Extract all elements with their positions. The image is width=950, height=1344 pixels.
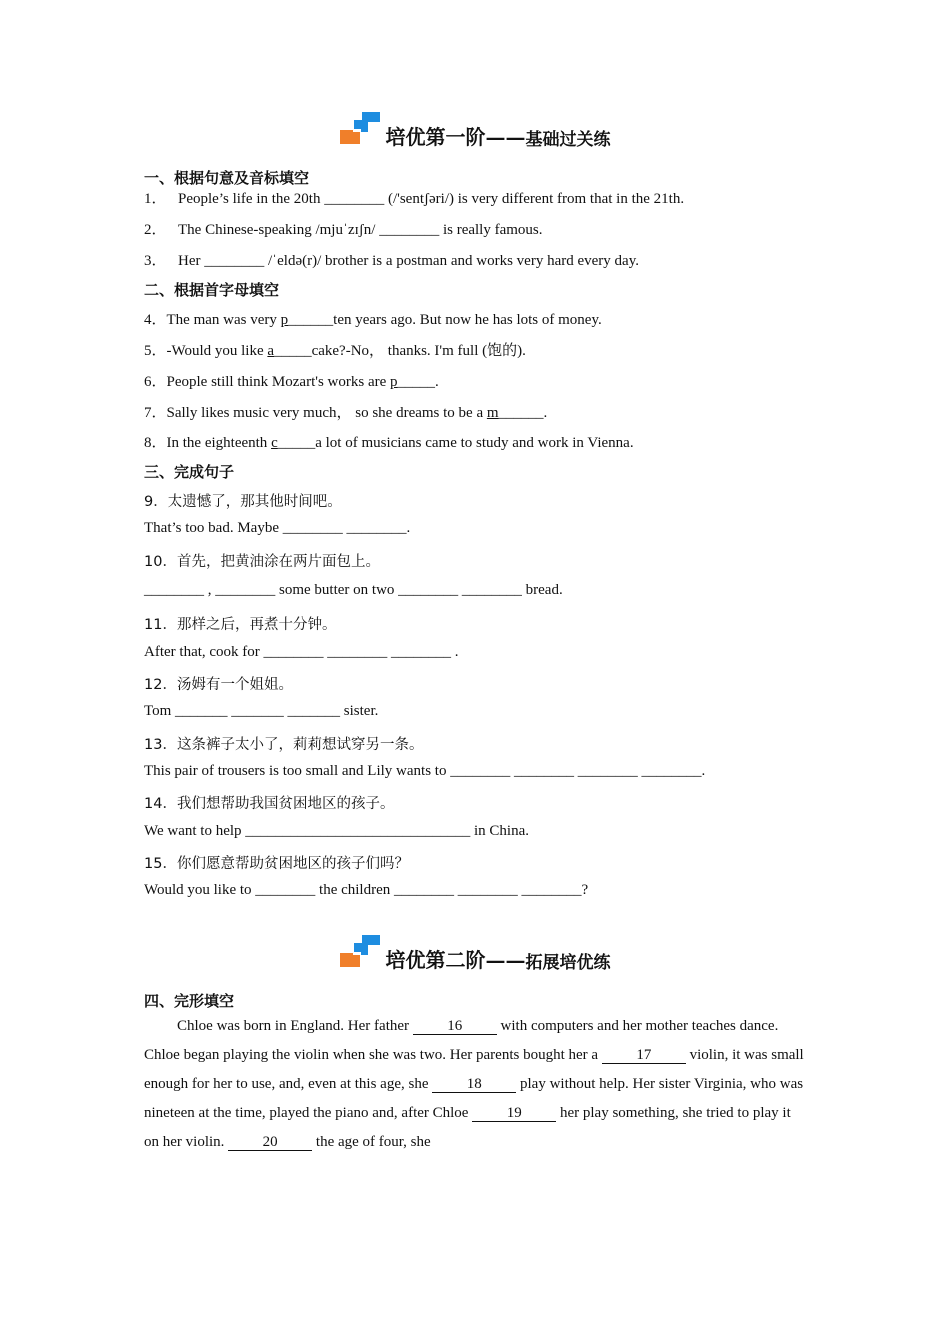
blank-20[interactable]: 20: [228, 1134, 312, 1151]
logo-blocks-icon: [340, 112, 382, 146]
question-12-chinese: 12．汤姆有一个姐姐。: [144, 677, 293, 693]
section-heading-1: 一、根据句意及音标填空: [144, 169, 310, 187]
question-2: 2． The Chinese-speaking /mjuˈzɪʃn/ ________ is really famous.: [144, 222, 543, 238]
section-heading-2: 二、根据首字母填空: [144, 281, 280, 299]
section-heading-3: 三、完成句子: [144, 463, 235, 481]
blank-19[interactable]: 19: [472, 1105, 556, 1122]
logo-blocks-icon: [340, 935, 382, 969]
blank-17[interactable]: 17: [602, 1047, 686, 1064]
question-9-english: That’s too bad. Maybe ________ ________.: [144, 520, 411, 536]
question-8: 8．In the eighteenth c_____a lot of musicians came to study and work in Vienna.: [144, 435, 634, 451]
question-12-english: Tom _______ _______ _______ sister.: [144, 703, 379, 719]
part1-title: 培优第一阶—— 基础过关练: [0, 116, 950, 154]
question-11-english: After that, cook for ________ ________ ________ .: [144, 644, 459, 660]
question-13-english: This pair of trousers is too small and Lily wants to ________ ________ ________ ________.: [144, 763, 706, 779]
question-10-english: ________ , ________ some butter on two ________ ________ bread.: [144, 582, 563, 598]
question-6: 6．People still think Mozart's works are p_____.: [144, 374, 439, 390]
question-14-chinese: 14．我们想帮助我国贫困地区的孩子。: [144, 796, 395, 812]
question-10-chinese: 10．首先，把黄油涂在两片面包上。: [144, 554, 380, 570]
question-15-chinese: 15．你们愿意帮助贫困地区的孩子们吗？: [144, 856, 409, 872]
part2-title: 培优第二阶—— 拓展培优练: [0, 939, 950, 977]
question-1: 1． People’s life in the 20th ________ (/'sentʃəri/) is very different from that in the 21th.: [144, 191, 685, 207]
cloze-passage: Chloe was born in England. Her father 16 with computers and her mother teaches dance. Chloe began playing the violin when she was two. Her parents bought her a 17 violin, it was small enough for her to use, and, even at this age, she 18 play without help. Her sister Virginia, who was nineteen at the time, played the piano and, after Chloe 19 her play something, she tried to play it on her violin. 20 the age of four, she: [144, 1018, 804, 1150]
question-5: 5．-Would you like a_____cake?-No， thanks. I'm full (饱的).: [144, 343, 526, 359]
question-9-chinese: 9．太遗憾了，那其他时间吧。: [144, 494, 342, 510]
question-4: 4．The man was very p______ten years ago. But now he has lots of money.: [144, 312, 602, 328]
question-3: 3． Her ________ /ˈeldə(r)/ brother is a postman and works very hard every day.: [144, 253, 639, 269]
question-13-chinese: 13．这条裤子太小了，莉莉想试穿另一条。: [144, 737, 424, 753]
blank-18[interactable]: 18: [432, 1076, 516, 1093]
question-14-english: We want to help ______________________________ in China.: [144, 823, 530, 839]
blank-16[interactable]: 16: [413, 1018, 497, 1035]
question-15-english: Would you like to ________ the children ________ ________ ________?: [144, 882, 589, 898]
question-7: 7．Sally likes music very much， so she dreams to be a m______.: [144, 405, 548, 421]
question-11-chinese: 11．那样之后，再煮十分钟。: [144, 617, 337, 633]
section-heading-4: 四、完形填空: [144, 992, 235, 1010]
